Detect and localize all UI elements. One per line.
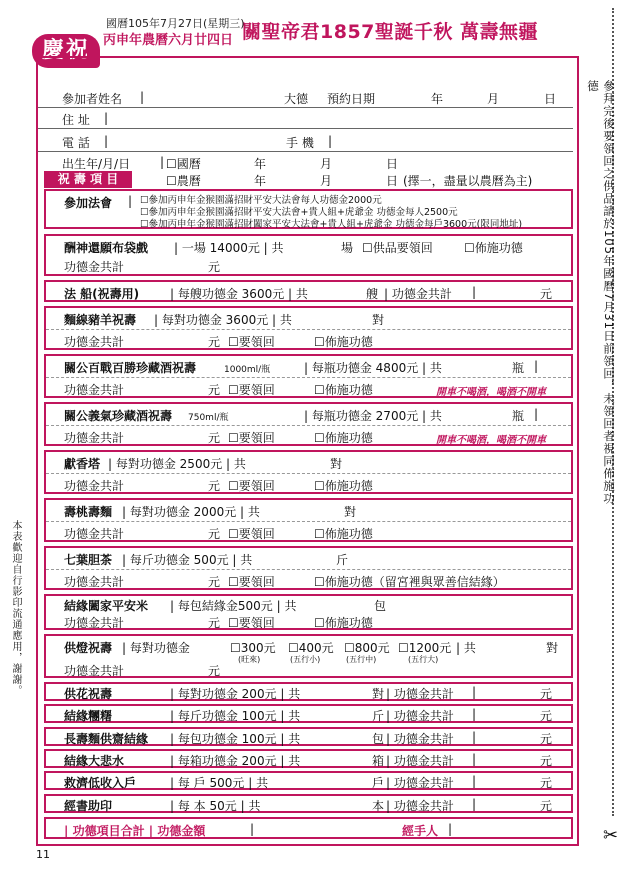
- total-label: 功德金共計: [64, 431, 125, 445]
- opera-section: [44, 234, 573, 276]
- year-label: 年: [254, 157, 267, 171]
- item-name: 供花祝壽: [64, 687, 113, 701]
- gong-text: 共: [279, 313, 292, 327]
- gong-text: 共: [429, 409, 442, 423]
- item-detail: | 每斤功德金 100元 | 共: [170, 709, 301, 723]
- gong-label: 共: [463, 641, 476, 655]
- divider: [46, 473, 571, 474]
- unit-text: 包: [374, 599, 387, 613]
- name-label: 參加者姓名: [62, 92, 123, 106]
- list-item: [44, 682, 573, 701]
- yuan-label: 元: [208, 616, 221, 630]
- yuan-label: 元: [540, 776, 553, 790]
- lamp-section: [44, 634, 573, 678]
- return-checkbox[interactable]: ☐要領回: [228, 479, 275, 493]
- item-name: 供燈祝壽: [64, 641, 113, 655]
- detail-text: 每箱功德金 200元: [177, 754, 277, 768]
- day-label: 日: [386, 174, 399, 188]
- gong-text: | 共: [456, 641, 476, 655]
- noodle-section: [44, 306, 573, 350]
- divider: |: [472, 285, 477, 299]
- detail-text: 每瓶功德金 4800元: [311, 361, 419, 375]
- detail-text: 每對功德金 2000元: [129, 505, 237, 519]
- scissors-icon: ✂: [603, 825, 619, 846]
- divider: |: [534, 359, 539, 373]
- item-detail: | 每包結緣金500元 | 共: [170, 599, 297, 613]
- gong-text: 共: [429, 361, 442, 375]
- lamp-option-300[interactable]: ☐300元: [230, 641, 276, 655]
- total-text: 功德金共計: [393, 709, 454, 723]
- section-tag: 祝 壽 項 目: [44, 171, 132, 188]
- total-label: | 功德金共計: [386, 799, 454, 813]
- item-detail: | 每瓶功德金 4800元 | 共: [304, 361, 442, 375]
- yuan-label: 元: [208, 335, 221, 349]
- total-label: 功德金共計: [64, 616, 125, 630]
- item-name: 獻香塔: [64, 457, 101, 471]
- gong-text: 共: [288, 732, 301, 746]
- yuan-label: 元: [208, 431, 221, 445]
- day-label: 日: [544, 92, 557, 106]
- divider: [46, 377, 571, 378]
- wine2-section: [44, 402, 573, 446]
- yuan-label: 元: [540, 799, 553, 813]
- list-item: [44, 794, 573, 813]
- item-detail: | 每 本 50元 | 共: [170, 799, 261, 813]
- yuan-label: 元: [208, 664, 221, 678]
- divider: |: [104, 134, 109, 148]
- gong-text: 共: [256, 776, 269, 790]
- detail-text: 每艘功德金 3600元: [177, 287, 285, 301]
- appointment-label: 預約日期: [327, 92, 376, 106]
- month-label: 月: [487, 92, 500, 106]
- size-text: 1000ml/瓶: [224, 365, 271, 375]
- item-detail: | 每箱功德金 200元 | 共: [170, 754, 301, 768]
- total-label: | 功德金共計: [386, 709, 454, 723]
- yuan-label: 元: [208, 527, 221, 541]
- unit-text: 對: [330, 457, 343, 471]
- unit-text: 包: [372, 732, 385, 746]
- unit-text: 對: [372, 687, 385, 701]
- logo-badge: 慶祝: [32, 34, 100, 68]
- list-item: [44, 727, 573, 746]
- lamp-option-400[interactable]: ☐400元: [288, 641, 334, 655]
- unit-text: 瓶: [512, 361, 525, 375]
- donate-checkbox[interactable]: ☐佈施功德: [314, 527, 373, 541]
- month-label: 月: [320, 174, 333, 188]
- item-name: 七葉胆茶: [64, 553, 113, 567]
- unit-text: 本: [372, 799, 385, 813]
- fahui-option-3[interactable]: ☐參加丙申年金猴園滿招財闔家平安大法會+貴人組+虎爺金 功德金每戶3600元(限同地址): [140, 219, 523, 230]
- yuan-label: 元: [540, 732, 553, 746]
- wine1-section: [44, 354, 573, 398]
- phone-row: [38, 131, 573, 152]
- address-label: 住 址: [62, 113, 90, 127]
- detail-text: 每斤功德金 100元: [177, 709, 277, 723]
- lunar-checkbox[interactable]: ☐農曆: [166, 174, 201, 188]
- yuan-label: 元: [540, 287, 553, 301]
- divider: |: [160, 155, 165, 169]
- yuan-label: 元: [208, 479, 221, 493]
- divider: |: [448, 822, 453, 836]
- divider: [46, 521, 571, 522]
- lamp-option-1200[interactable]: ☐1200元: [398, 641, 452, 655]
- item-detail: | 每斤功德金 500元 | 共: [122, 553, 253, 567]
- total-label: | 功德金共計: [386, 754, 454, 768]
- gong-text: 共: [271, 241, 284, 255]
- divider: |: [472, 685, 477, 699]
- lamp-option-800[interactable]: ☐800元: [344, 641, 390, 655]
- divider: |: [250, 822, 255, 836]
- total-label: 功德金共計: [64, 575, 125, 589]
- birth-note: (擇一，盡量以農曆為主): [403, 174, 533, 188]
- item-name: 救濟低收入戶: [64, 776, 137, 790]
- divider: |: [472, 752, 477, 766]
- gregorian-date: 國曆105年7月27日(星期三): [106, 17, 245, 30]
- tower-section: [44, 450, 573, 494]
- opera-return-checkbox[interactable]: ☐供品要領回: [362, 241, 433, 255]
- month-label: 月: [320, 157, 333, 171]
- day-label: 日: [386, 157, 399, 171]
- fahui-option-1[interactable]: ☐參加丙申年金猴園滿招財平安大法會每人功德金2000元: [140, 195, 382, 206]
- item-name: 關公百戰百勝珍藏酒祝壽: [64, 361, 197, 375]
- gong-text: 共: [240, 553, 253, 567]
- birth-label: 出生年/月/日: [62, 157, 131, 171]
- yuan-label: 元: [208, 260, 221, 274]
- donate-checkbox[interactable]: ☐佈施功德: [314, 335, 373, 349]
- donate-checkbox[interactable]: ☐佈施功德: [314, 616, 373, 630]
- opera-donate-checkbox[interactable]: ☐佈施功德: [464, 241, 523, 255]
- divider: |: [328, 134, 333, 148]
- yuan-label: 元: [208, 383, 221, 397]
- unit-text: 斤: [336, 553, 349, 567]
- item-name: 結緣糰糬: [64, 709, 113, 723]
- total-label: | 功德金共計: [384, 287, 452, 301]
- divider: |: [104, 111, 109, 125]
- total-label: | 功德金共計: [386, 687, 454, 701]
- item-name: 經書助印: [64, 799, 113, 813]
- yuan-label: 元: [208, 575, 221, 589]
- total-label: | 功德金共計: [386, 776, 454, 790]
- unit-text: 艘: [366, 287, 379, 301]
- item-name: 長壽麵供齋結緣: [64, 732, 149, 746]
- birth-row: [38, 154, 573, 172]
- unit-text: 戶: [372, 776, 385, 790]
- total-text: 功德金共計: [391, 287, 452, 301]
- detail-text: 每包功德金 100元: [177, 732, 277, 746]
- detail-text: 每對功德金: [129, 641, 190, 655]
- gong-text: 共: [288, 754, 301, 768]
- lamp-sub-2: (五行小): [290, 655, 321, 664]
- name-row: [38, 87, 573, 108]
- item-detail: | 每包功德金 100元 | 共: [170, 732, 301, 746]
- detail-text: 一場 14000元: [181, 241, 260, 255]
- total-label: 功德金共計: [64, 260, 125, 274]
- lamp-sub-1: (旺來): [238, 655, 261, 664]
- return-checkbox[interactable]: ☐要領回: [228, 527, 275, 541]
- total-label: 功德金共計: [64, 479, 125, 493]
- donate-checkbox[interactable]: ☐佈施功德: [314, 431, 373, 445]
- item-name: 結緣大悲水: [64, 754, 125, 768]
- item-detail: | 每對功德金 3600元 | 共: [154, 313, 292, 327]
- gregorian-checkbox[interactable]: ☐國曆: [166, 157, 201, 171]
- item-detail: | 每對功德金 200元 | 共: [170, 687, 301, 701]
- return-checkbox[interactable]: ☐要領回: [228, 575, 275, 589]
- rice-section: [44, 594, 573, 630]
- year-label: 年: [254, 174, 267, 188]
- gong-text: 共: [295, 287, 308, 301]
- list-item: [44, 749, 573, 768]
- warning-text: 開車不喝酒，喝酒不開車: [436, 387, 546, 398]
- detail-text: 每包結緣金500元: [177, 599, 273, 613]
- detail-text: 每斤功德金 500元: [129, 553, 229, 567]
- divider: |: [140, 90, 145, 104]
- total-text: 功德金共計: [393, 732, 454, 746]
- item-detail: | 每對功德金: [122, 641, 190, 655]
- total-text: 功德金共計: [393, 776, 454, 790]
- page-number: 11: [36, 848, 50, 861]
- item-detail: | 每對功德金 2000元 | 共: [122, 505, 260, 519]
- divider: [46, 569, 571, 570]
- total-text: 功德金共計: [393, 754, 454, 768]
- total-label: 功德金共計: [64, 383, 125, 397]
- gong-text: 共: [288, 687, 301, 701]
- item-name: 酬神還願布袋戲: [64, 241, 149, 255]
- item-name: 壽桃壽麵: [64, 505, 113, 519]
- year-label: 年: [431, 92, 444, 106]
- item-detail: | 每 戶 500元 | 共: [170, 776, 269, 790]
- donate-checkbox[interactable]: ☐佈施功德: [314, 383, 373, 397]
- item-name: 結緣闔家平安米: [64, 599, 149, 613]
- divider: |: [472, 730, 477, 744]
- lunar-date: 丙申年農曆六月廿四日: [103, 33, 234, 48]
- mobile-label: 手 機: [286, 136, 314, 150]
- side-note-left: 本表歡迎自行影印流通應用，謝謝。: [10, 520, 21, 696]
- address-row: [38, 108, 573, 129]
- item-detail: | 每對功德金 2500元 | 共: [108, 457, 246, 471]
- detail-text: 每 本 50元: [177, 799, 237, 813]
- divider: |: [472, 774, 477, 788]
- item-name: 關公義氣珍藏酒祝壽: [64, 409, 173, 423]
- dade-label: 大德: [284, 92, 309, 106]
- lunar-row: [38, 171, 573, 189]
- divider: [46, 425, 571, 426]
- lamp-sub-3: (五行中): [346, 655, 377, 664]
- yuan-label: 元: [540, 709, 553, 723]
- yuan-label: 元: [540, 687, 553, 701]
- return-checkbox[interactable]: ☐要領回: [228, 383, 275, 397]
- total-text: 功德金共計: [393, 799, 454, 813]
- unit-text: 瓶: [512, 409, 525, 423]
- gong-text: 共: [247, 505, 260, 519]
- divider: |: [472, 797, 477, 811]
- divider: |: [534, 407, 539, 421]
- tea-section: [44, 546, 573, 590]
- yuan-label: 元: [540, 754, 553, 768]
- divider: |: [128, 194, 133, 208]
- headline: 關聖帝君1857聖誕千秋 萬壽無疆: [242, 21, 538, 43]
- unit-text: 對: [344, 505, 357, 519]
- detail-text: 每瓶功德金 2700元: [311, 409, 419, 423]
- detail-text: 每 戶 500元: [177, 776, 245, 790]
- item-detail: | 每艘功德金 3600元 | 共: [170, 287, 308, 301]
- unit-text: 場: [341, 241, 354, 255]
- unit-text: 對: [372, 313, 385, 327]
- donate-checkbox[interactable]: ☐佈施功德: [314, 479, 373, 493]
- list-item: [44, 704, 573, 723]
- phone-label: 電 話: [62, 136, 90, 150]
- detail-text: 每對功德金 200元: [177, 687, 277, 701]
- boat-section: [44, 280, 573, 302]
- total-text: 功德金共計: [393, 687, 454, 701]
- return-checkbox[interactable]: ☐要領回: [228, 616, 275, 630]
- total-label: 功德金共計: [64, 335, 125, 349]
- divider: |: [472, 707, 477, 721]
- unit-text: 對: [546, 641, 559, 655]
- list-item: [44, 771, 573, 790]
- gong-text: 共: [284, 599, 297, 613]
- footer-row: [44, 817, 573, 839]
- gong-text: 共: [288, 709, 301, 723]
- side-note-right: 參拜完後要領回之供品請於105年國曆7月31日前領回，未領回者視同佈施功德: [586, 80, 616, 505]
- total-label: | 功德金共計: [386, 732, 454, 746]
- footer-total-items: | 功德項目合計 | 功德金額: [64, 824, 206, 838]
- total-label: 功德金共計: [64, 664, 125, 678]
- fahui-label: 參加法會: [64, 196, 113, 210]
- lamp-sub-4: (五行大): [408, 655, 439, 664]
- detail-text: 每對功德金 3600元: [161, 313, 269, 327]
- peach-section: [44, 498, 573, 542]
- detail-text: 每對功德金 2500元: [115, 457, 223, 471]
- fahui-section: [44, 189, 573, 229]
- return-checkbox[interactable]: ☐要領回: [228, 335, 275, 349]
- gong-text: 共: [233, 457, 246, 471]
- unit-text: 箱: [372, 754, 385, 768]
- donate-checkbox[interactable]: ☐佈施功德（留宮裡與眾善信結緣）: [314, 575, 505, 589]
- fahui-option-2[interactable]: ☐參加丙申年金猴園滿招財平安大法會+貴人組+虎爺金 功德金每人2500元: [140, 207, 458, 218]
- item-name: 麵線豬羊祝壽: [64, 313, 137, 327]
- divider: [46, 329, 571, 330]
- unit-text: 斤: [372, 709, 385, 723]
- size-text: 750ml/瓶: [188, 413, 229, 423]
- item-name: 法 船(祝壽用): [64, 287, 140, 301]
- return-checkbox[interactable]: ☐要領回: [228, 431, 275, 445]
- item-detail: | 每瓶功德金 2700元 | 共: [304, 409, 442, 423]
- gong-text: 共: [248, 799, 261, 813]
- item-detail: | 一場 14000元 | 共: [174, 241, 284, 255]
- total-label: 功德金共計: [64, 527, 125, 541]
- handler-label: 經手人: [402, 824, 439, 838]
- total-items-text: 功德項目合計: [72, 824, 145, 838]
- amount-text: 功德金額: [157, 824, 206, 838]
- warning-text: 開車不喝酒，喝酒不開車: [436, 435, 546, 446]
